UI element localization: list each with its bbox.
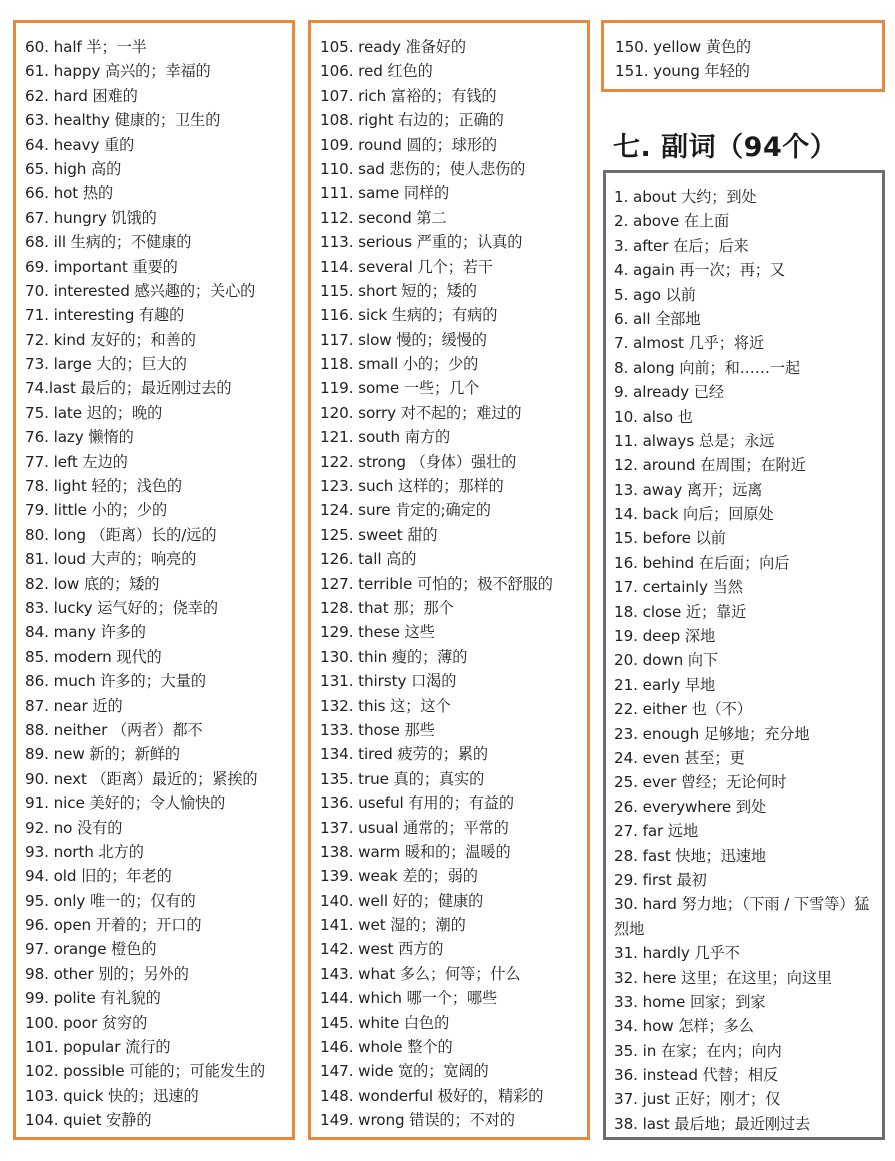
vocab-entry: 118. small 小的；少的 — [320, 355, 479, 374]
vocab-entry: 128. that 那；那个 — [320, 598, 454, 617]
vocab-entry: 97. orange 橙色的 — [25, 940, 157, 959]
vocab-entry: 114. several 几个；若干 — [320, 257, 493, 276]
vocab-entry: 25. ever 曾经；无论何时 — [614, 773, 787, 792]
vocab-entry: 141. wet 湿的；潮的 — [320, 916, 466, 935]
vocab-entry: 129. these 这些 — [320, 623, 435, 642]
vocab-entry: 145. white 白色的 — [320, 1013, 450, 1032]
vocab-entry: 126. tall 高的 — [320, 550, 417, 569]
vocab-entry: 150. yellow 黄色的 — [615, 38, 752, 56]
adverb-list — [603, 170, 885, 1140]
vocab-entry: 91. nice 美好的；令人愉快的 — [25, 794, 226, 813]
vocab-entry: 19. deep 深地 — [614, 627, 716, 646]
vocab-entry: 116. sick 生病的；有病的 — [320, 306, 498, 325]
vocab-entry: 13. away 离开；远离 — [614, 480, 763, 499]
vocab-entry: 32. here 这里；在这里；向这里 — [614, 968, 833, 987]
vocab-entry: 4. again 再一次；再；又 — [614, 261, 785, 280]
vocab-entry: 95. only 唯一的；仅有的 — [25, 891, 196, 910]
vocab-entry: 69. important 重要的 — [25, 257, 178, 276]
vocab-entry: 29. first 最初 — [614, 870, 707, 889]
vocab-entry: 111. same 同样的 — [320, 184, 450, 203]
vocab-entry: 143. what 多么；何等；什么 — [320, 964, 521, 983]
vocab-entry: 30. hard 努力地；（下雨 / 下雪等）猛烈地 — [614, 895, 870, 938]
adjective-list-150-151 — [601, 20, 885, 92]
vocab-entry: 151. young 年轻的 — [615, 62, 750, 81]
vocab-entry: 5. ago 以前 — [614, 285, 696, 304]
vocab-entry: 138. warm 暖和的；温暖的 — [320, 842, 511, 861]
vocab-entry: 15. before 以前 — [614, 529, 726, 548]
vocab-entry: 63. healthy 健康的；卫生的 — [25, 111, 221, 130]
vocab-entry: 92. no 没有的 — [25, 818, 123, 837]
vocab-entry: 10. also 也 — [614, 407, 693, 426]
vocab-entry: 31. hardly 几乎不 — [614, 944, 740, 963]
vocab-entry: 85. modern 现代的 — [25, 647, 162, 666]
vocab-entry: 77. left 左边的 — [25, 452, 128, 471]
vocab-entry: 20. down 向下 — [614, 651, 719, 670]
vocab-entry: 74.last 最后的；最近刚过去的 — [25, 379, 232, 398]
vocab-entry: 120. sorry 对不起的；难过的 — [320, 403, 522, 422]
vocab-entry: 66. hot 热的 — [25, 184, 114, 203]
vocab-entry: 84. many 许多的 — [25, 623, 146, 642]
adjective-list-105-149 — [308, 20, 590, 1140]
vocab-entry: 82. low 底的；矮的 — [25, 574, 160, 593]
vocab-entry: 9. already 已经 — [614, 383, 724, 402]
vocab-entry: 89. new 新的；新鲜的 — [25, 745, 180, 764]
vocab-entry: 14. back 向后；回原处 — [614, 505, 774, 524]
vocab-entry: 61. happy 高兴的；幸福的 — [25, 62, 211, 81]
vocab-entry: 99. polite 有礼貌的 — [25, 989, 161, 1008]
vocab-entry: 67. hungry 饥饿的 — [25, 208, 157, 227]
vocab-entry: 149. wrong 错误的；不对的 — [320, 1111, 515, 1130]
vocab-entry: 137. usual 通常的；平常的 — [320, 818, 509, 837]
vocab-entry: 83. lucky 运气好的；侥幸的 — [25, 598, 218, 617]
vocab-entry: 113. serious 严重的；认真的 — [320, 233, 523, 252]
vocab-entry: 108. right 右边的；正确的 — [320, 111, 504, 130]
vocab-entry: 75. late 迟的；晚的 — [25, 403, 163, 422]
vocab-entry: 23. enough 足够地；充分地 — [614, 724, 810, 743]
vocab-entry: 100. poor 贫穷的 — [25, 1013, 148, 1032]
vocab-entry: 27. far 远地 — [614, 822, 699, 841]
vocab-entry: 107. rich 富裕的；有钱的 — [320, 86, 497, 105]
vocab-entry: 8. along 向前；和……一起 — [614, 358, 801, 377]
vocab-entry: 21. early 早地 — [614, 675, 716, 694]
vocab-entry: 134. tired 疲劳的；累的 — [320, 745, 488, 764]
vocab-entry: 18. close 近；靠近 — [614, 602, 747, 621]
vocab-entry: 136. useful 有用的；有益的 — [320, 794, 514, 813]
vocab-entry: 117. slow 慢的；缓慢的 — [320, 330, 487, 349]
vocab-entry: 90. next （距离）最近的；紧挨的 — [25, 769, 258, 788]
vocab-entry: 124. sure 肯定的;确定的 — [320, 501, 491, 520]
vocab-entry: 64. heavy 重的 — [25, 135, 135, 154]
vocab-entry: 76. lazy 懒惰的 — [25, 428, 134, 447]
vocab-entry: 38. last 最后地；最近刚过去 — [614, 1114, 811, 1133]
vocab-entry: 102. possible 可能的；可能发生的 — [25, 1062, 266, 1081]
vocab-entry: 87. near 近的 — [25, 696, 123, 715]
vocab-entry: 112. second 第二 — [320, 208, 447, 227]
vocab-entry: 78. light 轻的；浅色的 — [25, 477, 182, 496]
vocab-entry: 125. sweet 甜的 — [320, 525, 438, 544]
vocab-entry: 22. either 也（不） — [614, 700, 752, 719]
vocab-entry: 73. large 大的；巨大的 — [25, 355, 187, 374]
vocab-entry: 140. well 好的；健康的 — [320, 891, 484, 910]
vocab-entry: 142. west 西方的 — [320, 940, 444, 959]
vocab-entry: 81. loud 大声的；响亮的 — [25, 550, 197, 569]
vocab-entry: 121. south 南方的 — [320, 428, 451, 447]
vocab-entry: 98. other 别的；另外的 — [25, 964, 189, 983]
vocab-entry: 60. half 半；一半 — [25, 38, 147, 56]
vocab-entry: 144. which 哪一个；哪些 — [320, 989, 498, 1008]
vocab-entry: 93. north 北方的 — [25, 842, 144, 861]
vocab-entry: 1. about 大约；到处 — [614, 188, 757, 206]
vocab-entry: 62. hard 困难的 — [25, 86, 138, 105]
vocab-entry: 68. ill 生病的；不健康的 — [25, 233, 192, 252]
vocab-entry: 101. popular 流行的 — [25, 1038, 171, 1057]
vocab-entry: 79. little 小的；少的 — [25, 501, 168, 520]
vocab-entry: 127. terrible 可怕的；极不舒服的 — [320, 574, 553, 593]
vocab-entry: 3. after 在后；后来 — [614, 236, 749, 255]
vocab-entry: 147. wide 宽的；宽阔的 — [320, 1062, 489, 1081]
vocab-entry: 36. instead 代替；相反 — [614, 1066, 779, 1085]
vocab-entry: 109. round 圆的；球形的 — [320, 135, 497, 154]
vocab-entry: 115. short 短的；矮的 — [320, 281, 477, 300]
vocab-entry: 104. quiet 安静的 — [25, 1111, 152, 1130]
section-heading-adverbs: 七. 副词（94个） — [613, 132, 838, 163]
vocab-entry: 16. behind 在后面；向后 — [614, 553, 790, 572]
vocab-entry: 80. long （距离）长的/远的 — [25, 525, 217, 544]
vocab-entry: 110. sad 悲伤的；使人悲伤的 — [320, 159, 526, 178]
vocab-entry: 139. weak 差的；弱的 — [320, 867, 478, 886]
vocab-entry: 24. even 甚至；更 — [614, 748, 745, 767]
vocab-entry: 122. strong （身体）强壮的 — [320, 452, 517, 471]
vocab-entry: 26. everywhere 到处 — [614, 797, 767, 816]
vocab-entry: 119. some 一些；几个 — [320, 379, 480, 398]
vocab-entry: 106. red 红色的 — [320, 62, 433, 81]
vocab-entry: 133. those 那些 — [320, 720, 435, 739]
vocab-entry: 105. ready 准备好的 — [320, 38, 466, 56]
vocab-entry: 94. old 旧的；年老的 — [25, 867, 172, 886]
vocab-entry: 103. quick 快的；迅速的 — [25, 1086, 199, 1105]
vocab-entry: 7. almost 几乎；将近 — [614, 334, 765, 353]
vocab-entry: 130. thin 瘦的；薄的 — [320, 647, 468, 666]
vocab-entry: 146. whole 整个的 — [320, 1038, 453, 1057]
vocab-entry: 6. all 全部地 — [614, 309, 701, 328]
vocab-entry: 131. thirsty 口渴的 — [320, 672, 457, 691]
vocab-entry: 86. much 许多的；大量的 — [25, 672, 206, 691]
vocab-entry: 148. wonderful 极好的，精彩的 — [320, 1086, 544, 1105]
vocab-entry: 88. neither （两者）都不 — [25, 720, 203, 739]
adjective-list-60-104 — [13, 20, 295, 1140]
vocab-entry: 135. true 真的；真实的 — [320, 769, 485, 788]
vocab-entry: 65. high 高的 — [25, 159, 122, 178]
vocab-entry: 70. interested 感兴趣的；关心的 — [25, 281, 256, 300]
vocab-entry: 96. open 开着的；开口的 — [25, 916, 202, 935]
vocab-entry: 17. certainly 当然 — [614, 578, 743, 597]
vocab-entry: 11. always 总是；永远 — [614, 431, 775, 450]
vocab-entry: 33. home 回家；到家 — [614, 992, 766, 1011]
vocab-entry: 12. around 在周围；在附近 — [614, 456, 806, 475]
vocab-entry: 35. in 在家；在内；向内 — [614, 1041, 782, 1060]
vocab-entry: 2. above 在上面 — [614, 212, 730, 231]
vocab-entry: 123. such 这样的；那样的 — [320, 477, 504, 496]
vocab-entry: 71. interesting 有趣的 — [25, 306, 185, 325]
vocab-entry: 132. this 这；这个 — [320, 696, 451, 715]
vocab-entry: 34. how 怎样；多么 — [614, 1017, 754, 1036]
vocab-entry: 28. fast 快地；迅速地 — [614, 846, 766, 865]
vocab-entry: 37. just 正好；刚才；仅 — [614, 1090, 781, 1109]
vocab-entry: 72. kind 友好的；和善的 — [25, 330, 196, 349]
